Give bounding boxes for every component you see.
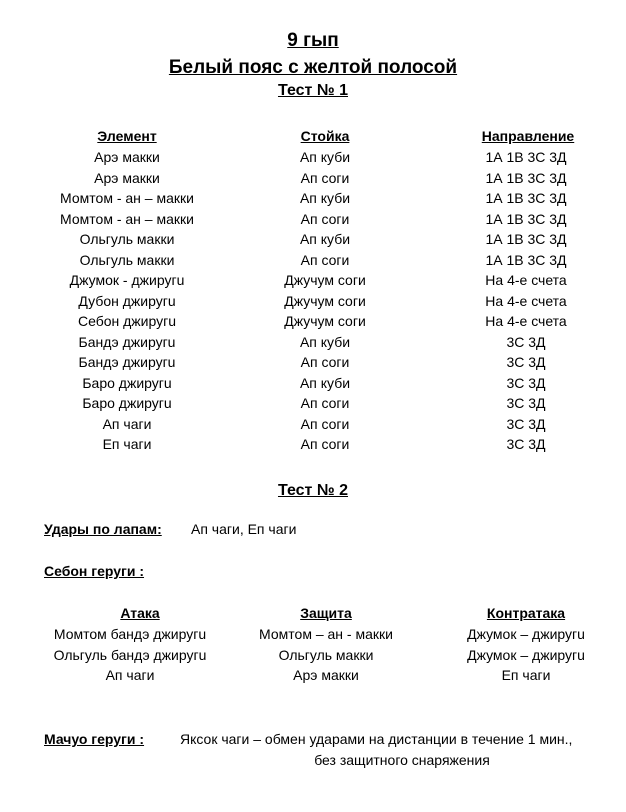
- table-cell: На 4-е счета: [485, 313, 567, 329]
- test1-title: Тест № 1: [277, 82, 349, 99]
- machuo-line2: без защитного снаряжения: [314, 752, 490, 768]
- table-cell: 1А 1В 3С 3Д: [485, 251, 567, 268]
- table-cell: Ольгуль макки: [79, 231, 175, 247]
- table-cell: Ап соги: [300, 395, 350, 411]
- table-cell: Ап куби: [299, 333, 351, 350]
- table-cell: Ольгуль бандэ джиругu: [53, 646, 207, 663]
- table-cell: Баро джиругu: [82, 374, 172, 391]
- machuo-label: Мачуо геруги :: [44, 731, 145, 747]
- table-cell: Ап чаги: [105, 667, 155, 683]
- table-cell: Ап чаги: [102, 415, 152, 432]
- column-header-stance: Стойка: [300, 128, 350, 144]
- table-cell: Дубон джиругu: [78, 292, 176, 309]
- table-cell: 1А 1В 3С 3Д: [485, 149, 567, 165]
- table-cell: 1А 1В 3С 3Д: [485, 210, 567, 227]
- table-cell: 1А 1В 3С 3Д: [485, 190, 567, 206]
- column-header-counterattack: Контратака: [486, 605, 566, 621]
- table-cell: Момтом бандэ джиругu: [53, 626, 207, 642]
- test2-title: Тест № 2: [277, 482, 349, 499]
- pads-label: Удары по лапам:: [44, 521, 162, 537]
- column-header-direction: Направление: [481, 128, 575, 144]
- table-cell: Баро джиругu: [82, 395, 172, 411]
- table-cell: Джучум соги: [284, 292, 366, 309]
- table-cell: Ап куби: [299, 149, 351, 165]
- pads-value: Ап чаги, Еп чаги: [191, 521, 297, 537]
- table-cell: Ап соги: [300, 436, 350, 452]
- table-cell: Джучум соги: [284, 313, 366, 329]
- column-header-defense: Защита: [300, 605, 352, 621]
- table-cell: Себон джиругu: [77, 313, 177, 329]
- table-cell: Джучум соги: [284, 272, 366, 288]
- belt-title: Белый пояс с желтой полосой: [168, 57, 458, 78]
- table-cell: Джумок – джиругu: [467, 646, 585, 663]
- table-cell: Ольгуль макки: [278, 646, 374, 663]
- table-cell: Джумок – джиругu: [467, 626, 585, 642]
- table-cell: Еп чаги: [102, 436, 152, 452]
- table-cell: Момтом – ан - макки: [259, 626, 393, 642]
- table-cell: Арэ макки: [293, 667, 359, 683]
- table-cell: Арэ макки: [94, 149, 160, 165]
- table-cell: Арэ макки: [94, 169, 160, 186]
- table-cell: На 4-е счета: [485, 292, 567, 309]
- table-cell: Ап куби: [299, 374, 351, 391]
- table-cell: Ап соги: [300, 251, 350, 268]
- table-cell: 3С 3Д: [506, 354, 546, 370]
- table-cell: Ап куби: [299, 190, 351, 206]
- table-cell: Бандэ джиругu: [78, 354, 176, 370]
- table-cell: Ап куби: [299, 231, 351, 247]
- table-cell: Джумок - джиругu: [69, 272, 185, 288]
- table-cell: Ап соги: [300, 415, 350, 432]
- column-header-element: Элемент: [97, 128, 157, 144]
- table-cell: 3С 3Д: [506, 436, 546, 452]
- table-cell: Момтом - ан – макки: [60, 190, 194, 206]
- sebon-label: Себон геруги :: [44, 563, 145, 579]
- table-cell: Ольгуль макки: [79, 251, 175, 268]
- table-cell: 3С 3Д: [506, 333, 546, 350]
- table-cell: 3С 3Д: [506, 374, 546, 391]
- table-cell: 3С 3Д: [506, 395, 546, 411]
- table-cell: 1А 1В 3С 3Д: [485, 231, 567, 247]
- table-cell: Ап соги: [300, 354, 350, 370]
- table-cell: На 4-е счета: [485, 272, 567, 288]
- column-header-attack: Атака: [120, 605, 160, 621]
- table-cell: Еп чаги: [501, 667, 551, 683]
- table-cell: Ап соги: [300, 210, 350, 227]
- table-cell: 1А 1В 3С 3Д: [485, 169, 567, 186]
- table-cell: Бандэ джиругu: [78, 333, 176, 350]
- table-cell: 3С 3Д: [506, 415, 546, 432]
- table-cell: Момтом - ан – макки: [60, 210, 194, 227]
- machuo-line1: Яксок чаги – обмен ударами на дистанции в течение 1 мин.,: [180, 731, 573, 747]
- grade-title: 9 гып: [287, 30, 339, 51]
- table-cell: Ап соги: [300, 169, 350, 186]
